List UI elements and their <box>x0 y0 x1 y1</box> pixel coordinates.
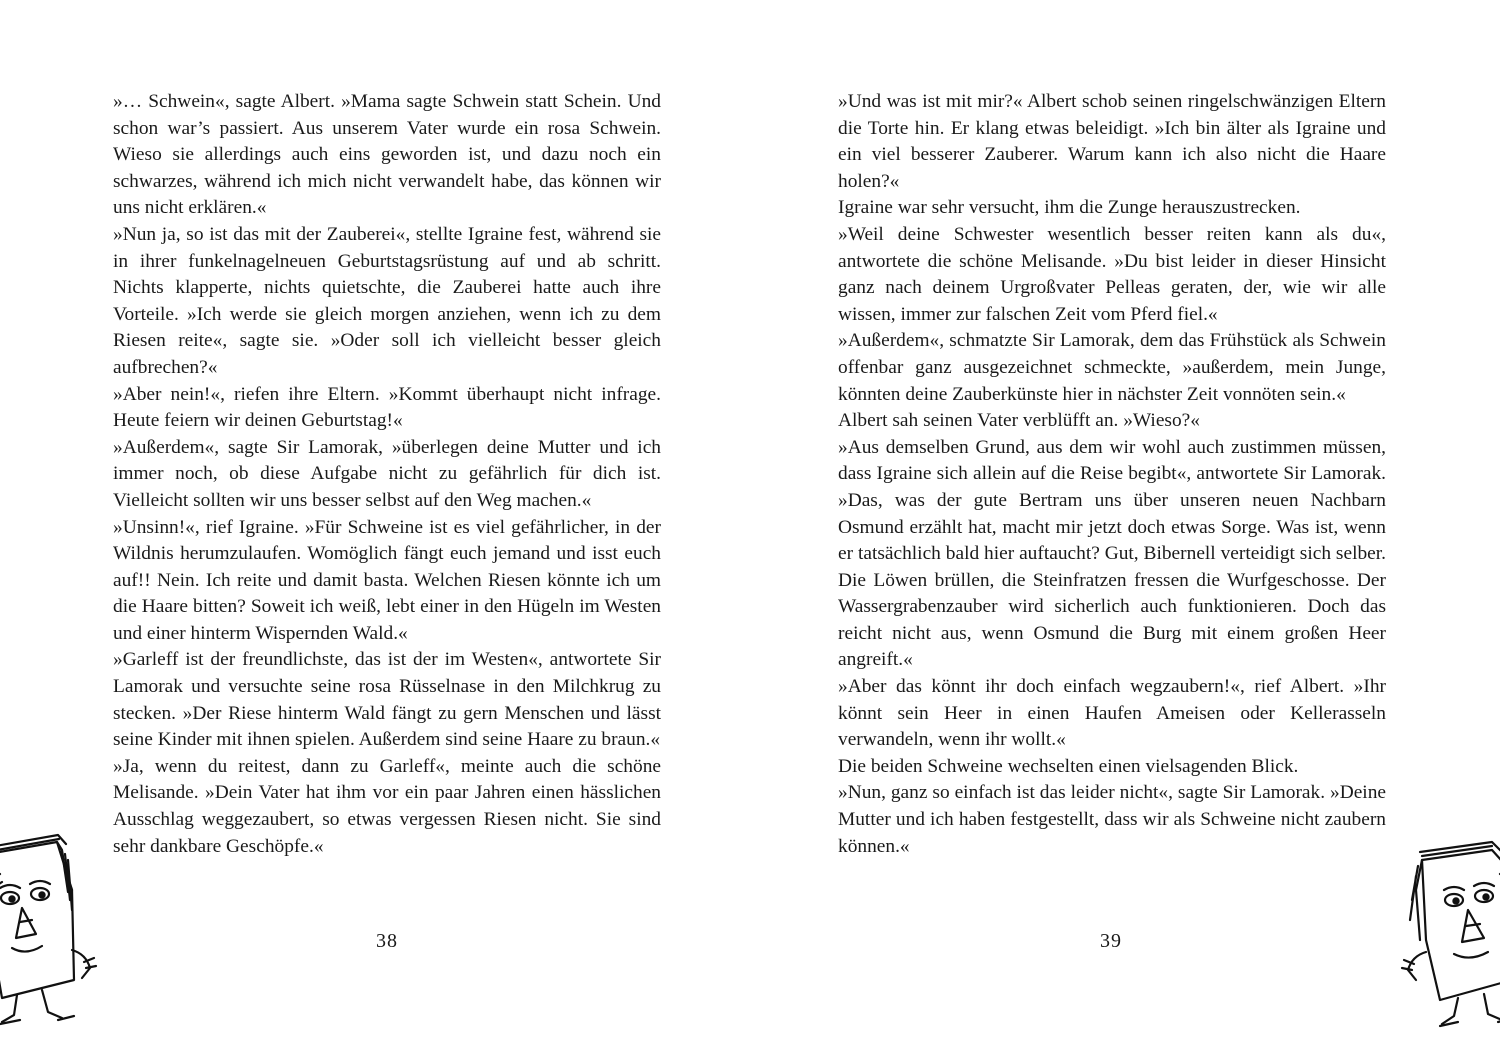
paragraph: Igraine war sehr versucht, ihm die Zunge herauszustrecken. <box>838 197 1301 219</box>
page-number-right: 39 <box>1100 930 1122 952</box>
paragraph: »Aber das könnt ihr doch einfach wegzaubern!«, rief Albert. »Ihr könnt sein Heer in einen Haufen Ameisen oder Kellerasseln verwandeln, wenn ihr wollt.« <box>838 676 1386 751</box>
paragraph: »… Schwein«, sagte Albert. »Mama sagte Schwein statt Schein. Und schon war’s passiert. Aus unserem Vater wurde ein rosa Schwein. Wieso sie allerdings auch eins geworden ist, und dazu noch ein schwarzes, während ich mich nicht verwandelt habe, das können wir uns nicht erklären.« <box>113 91 661 219</box>
paragraph: »Garleff ist der freundlichste, das ist der im Westen«, antwortete Sir Lamorak und versuchte seine rosa Rüsselnase in den Milchkrug zu stecken. »Der Riese hinterm Wald fängt zu gern Menschen und lässt seine Kinder mit ihnen spielen. Außerdem sind seine Haare zu braun.« <box>113 649 661 751</box>
paragraph: »Aus demselben Grund, aus dem wir wohl auch zustimmen müssen, dass Igraine sich allein auf die Reise begibt«, antwortete Sir Lamorak. »Das, was der gute Bertram uns über unseren neuen Nachbarn Osmund erzählt hat, macht mir jetzt doch etwas Sorge. Was ist, wenn er tatsächlich bald hier auftaucht? Gut, Bibernell verteidigt sich selber. Die Löwen brüllen, die Steinfratzen fressen die Wurfgeschosse. Der Wassergrabenzauber wird sicherlich auch funktionieren. Doch das reicht nicht aus, wenn Osmund die Burg mit einem großen Heer angreift.« <box>838 436 1386 671</box>
paragraph: »Nun, ganz so einfach ist das leider nicht«, sagte Sir Lamorak. »Deine Mutter und ich haben festgestellt, dass wir als Schweine nicht zaubern können.« <box>838 782 1386 857</box>
paragraph: »Unsinn!«, rief Igraine. »Für Schweine ist es viel gefährlicher, in der Wildnis herumzulaufen. Womöglich fängt euch jemand und isst euch auf!! Nein. Ich reite und damit basta. Welchen Riesen könnte ich um die Haare bitten? Soweit ich weiß, lebt einer in den Hügeln im Westen und einer hinterm Wispernden Wald.« <box>113 516 661 644</box>
paragraph: »Außerdem«, schmatzte Sir Lamorak, dem das Frühstück als Schwein offenbar ganz ausgezeichnet schmeckte, »außerdem, mein Junge, könnten deine Zauberkünste hier in nächster Zeit vonnöten sein.« <box>838 330 1386 405</box>
paragraph: Die beiden Schweine wechselten einen vielsagenden Blick. <box>838 755 1299 777</box>
paragraph: »Aber nein!«, riefen ihre Eltern. »Kommt überhaupt nicht infrage. Heute feiern wir deinen Geburtstag!« <box>113 383 661 432</box>
paragraph: »Außerdem«, sagte Sir Lamorak, »überlegen deine Mutter und ich immer noch, ob diese Aufgabe nicht zu gefährlich für dich ist. Vielleicht sollten wir uns besser selbst auf den Weg machen.« <box>113 436 661 511</box>
paragraph: »Ja, wenn du reitest, dann zu Garleff«, meinte auch die schöne Melisande. »Dein Vater hat ihm vor ein paar Jahren einen hässlichen Ausschlag weggezaubert, so etwas vergessen Riesen nicht. Sie sind sehr dankbare Geschöpfe.« <box>113 755 661 857</box>
book-character-icon <box>1392 830 1500 1030</box>
page-number-left: 38 <box>376 930 398 952</box>
paragraph: »Und was ist mit mir?« Albert schob seinen ringelschwänzigen Eltern die Torte hin. Er klang etwas beleidigt. »Ich bin älter als Igraine und ein viel besserer Zauberer. Warum kann ich also nicht die Haare holen?« <box>838 91 1386 192</box>
paragraph: Albert sah seinen Vater verblüfft an. »Wieso?« <box>838 410 1200 432</box>
book-character-icon <box>0 830 102 1030</box>
paragraph: »Nun ja, so ist das mit der Zauberei«, stellte Igraine fest, während sie in ihrer funkelnagelneuen Geburtstagsrüstung auf und ab schritt. Nichts klapperte, nichts quietschte, die Zauberei hatte auch ihre Vorteile. »Ich werde sie gleich morgen anziehen, wenn ich zu dem Riesen reite«, sagte sie. »Oder soll ich vielleicht besser gleich aufbrechen?« <box>113 223 661 378</box>
right-page-text <box>838 89 1386 860</box>
paragraph: »Weil deine Schwester wesentlich besser reiten kann als du«, antwortete die schöne Melisande. »Du bist leider in dieser Hinsicht ganz nach deinem Urgroßvater Pelleas geraten, der, wie wir alle wissen, immer zur falschen Zeit vom Pferd fiel.« <box>838 223 1386 325</box>
right-page <box>750 0 1500 1050</box>
left-page-text <box>113 89 661 860</box>
